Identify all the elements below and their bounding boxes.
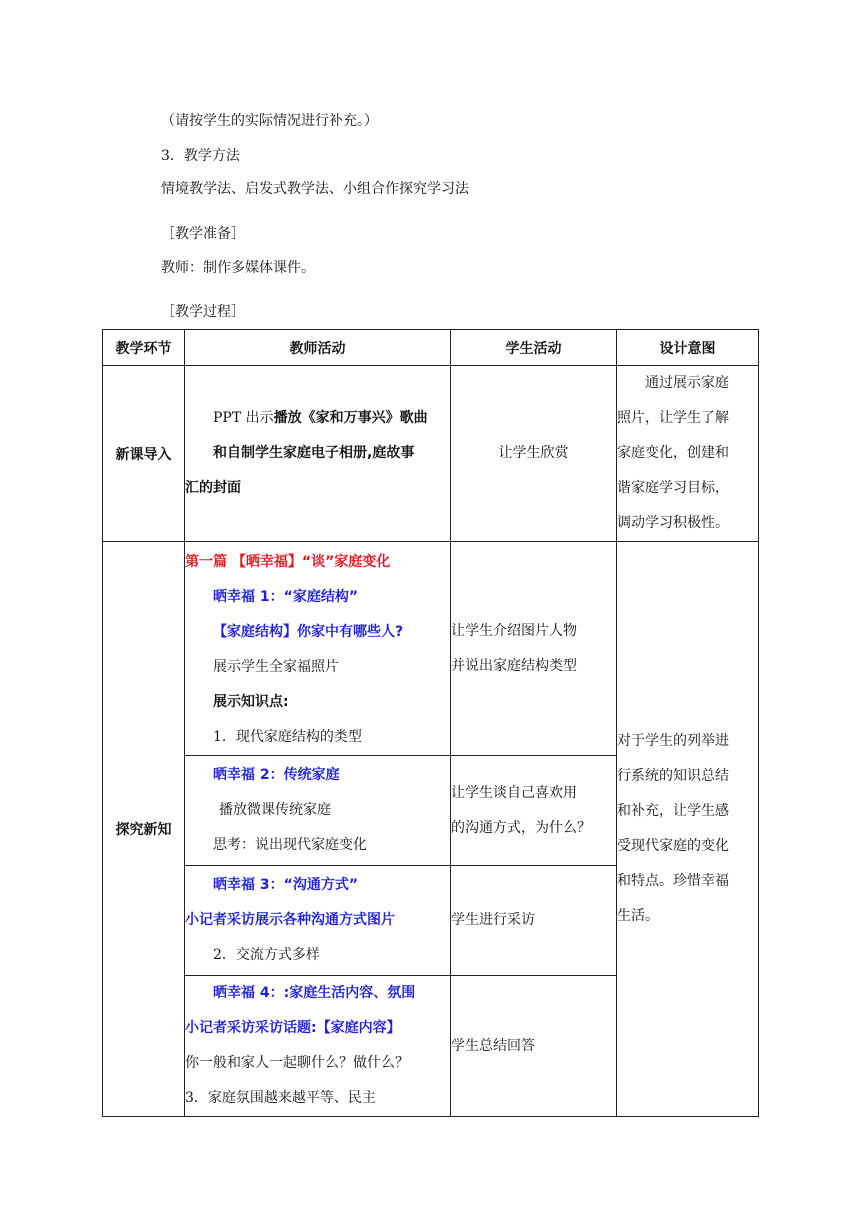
block4-item: 3．家庭氛围越来越平等、民主 [185, 1090, 376, 1106]
header-student-activity: 学生活动 [451, 330, 617, 366]
block1-item: 1．现代家庭结构的类型 [213, 729, 362, 745]
block4-question: 你一般和家人一起聊什么？做什么？ [185, 1055, 409, 1071]
table-header-row [103, 330, 759, 366]
block4-reporter: 小记者采访采访话题:【家庭内容】 [185, 1020, 401, 1036]
header-design-intent: 设计意图 [617, 330, 759, 366]
teacher-activity-intro [185, 366, 451, 542]
block3-item: 2．交流方式多样 [213, 947, 320, 963]
block1-subtitle: 晒幸福 1：“家庭结构” [213, 589, 359, 605]
student-activity-intro: 让学生欣赏 [451, 366, 617, 542]
teaching-process-heading: ［教学过程］ [161, 304, 245, 320]
teaching-prep-heading: ［教学准备］ [161, 226, 245, 242]
teaching-prep-text: 教师：制作多媒体课件。 [161, 260, 315, 276]
header-stage: 教学环节 [103, 330, 185, 366]
song-text: 播放《家和万事兴》歌曲 [273, 410, 428, 426]
teaching-methods-text: 情境教学法、启发式教学法、小组合作探究学习法 [161, 181, 469, 197]
block1-show: 展示学生全家福照片 [213, 659, 339, 675]
teacher-activity-block2 [185, 756, 451, 866]
block2-subtitle: 晒幸福 2：传统家庭 [213, 767, 340, 783]
cover-text: 汇的封面 [185, 480, 241, 496]
block3-reporter: 小记者采访展示各种沟通方式图片 [185, 912, 395, 928]
teaching-process-table [102, 329, 759, 1117]
block3-subtitle: 晒幸福 3：“沟通方式” [213, 877, 359, 893]
table-row-explore-1 [103, 542, 759, 756]
teacher-activity-block3 [185, 866, 451, 976]
student-activity-block4: 学生总结回答 [451, 976, 617, 1117]
block2-play: 播放微课传统家庭 [219, 802, 331, 818]
student-activity-block1: 让学生介绍图片人物 并说出家庭结构类型 [451, 542, 617, 756]
table-row-intro [103, 366, 759, 542]
teacher-activity-block1 [185, 542, 451, 756]
album-text: 和自制学生家庭电子相册,庭故事 [213, 445, 415, 461]
design-intent-intro: 通过展示家庭 照片，让学生了解 家庭变化，创建和 谐家庭学习目标， 调动学习积极性。 [617, 366, 759, 542]
ppt-label: PPT 出示 [213, 410, 274, 426]
block4-subtitle: 晒幸福 4：:家庭生活内容、氛围 [213, 985, 416, 1001]
block1-knowledge: 展示知识点: [213, 694, 289, 710]
section-new-lesson: 新课导入 [103, 366, 185, 542]
section-explore: 探究新知 [103, 542, 185, 1117]
student-activity-block3: 学生进行采访 [451, 866, 617, 976]
chapter-title: 第一篇 【晒幸福】“谈”家庭变化 [185, 554, 391, 570]
supplement-note: （请按学生的实际情况进行补充。） [161, 113, 378, 129]
teaching-method-heading: 3．教学方法 [161, 148, 240, 164]
design-intent-explore: 对于学生的列举进 行系统的知识总结 和补充，让学生感 受现代家庭的变化 和特点。珍惜幸福 生活。 [617, 542, 759, 1117]
block2-think: 思考：说出现代家庭变化 [213, 837, 367, 853]
header-teacher-activity: 教师活动 [185, 330, 451, 366]
block1-question: 【家庭结构】你家中有哪些人? [213, 624, 404, 640]
student-activity-block2: 让学生谈自己喜欢用 的沟通方式，为什么？ [451, 756, 617, 866]
teacher-activity-block4 [185, 976, 451, 1117]
